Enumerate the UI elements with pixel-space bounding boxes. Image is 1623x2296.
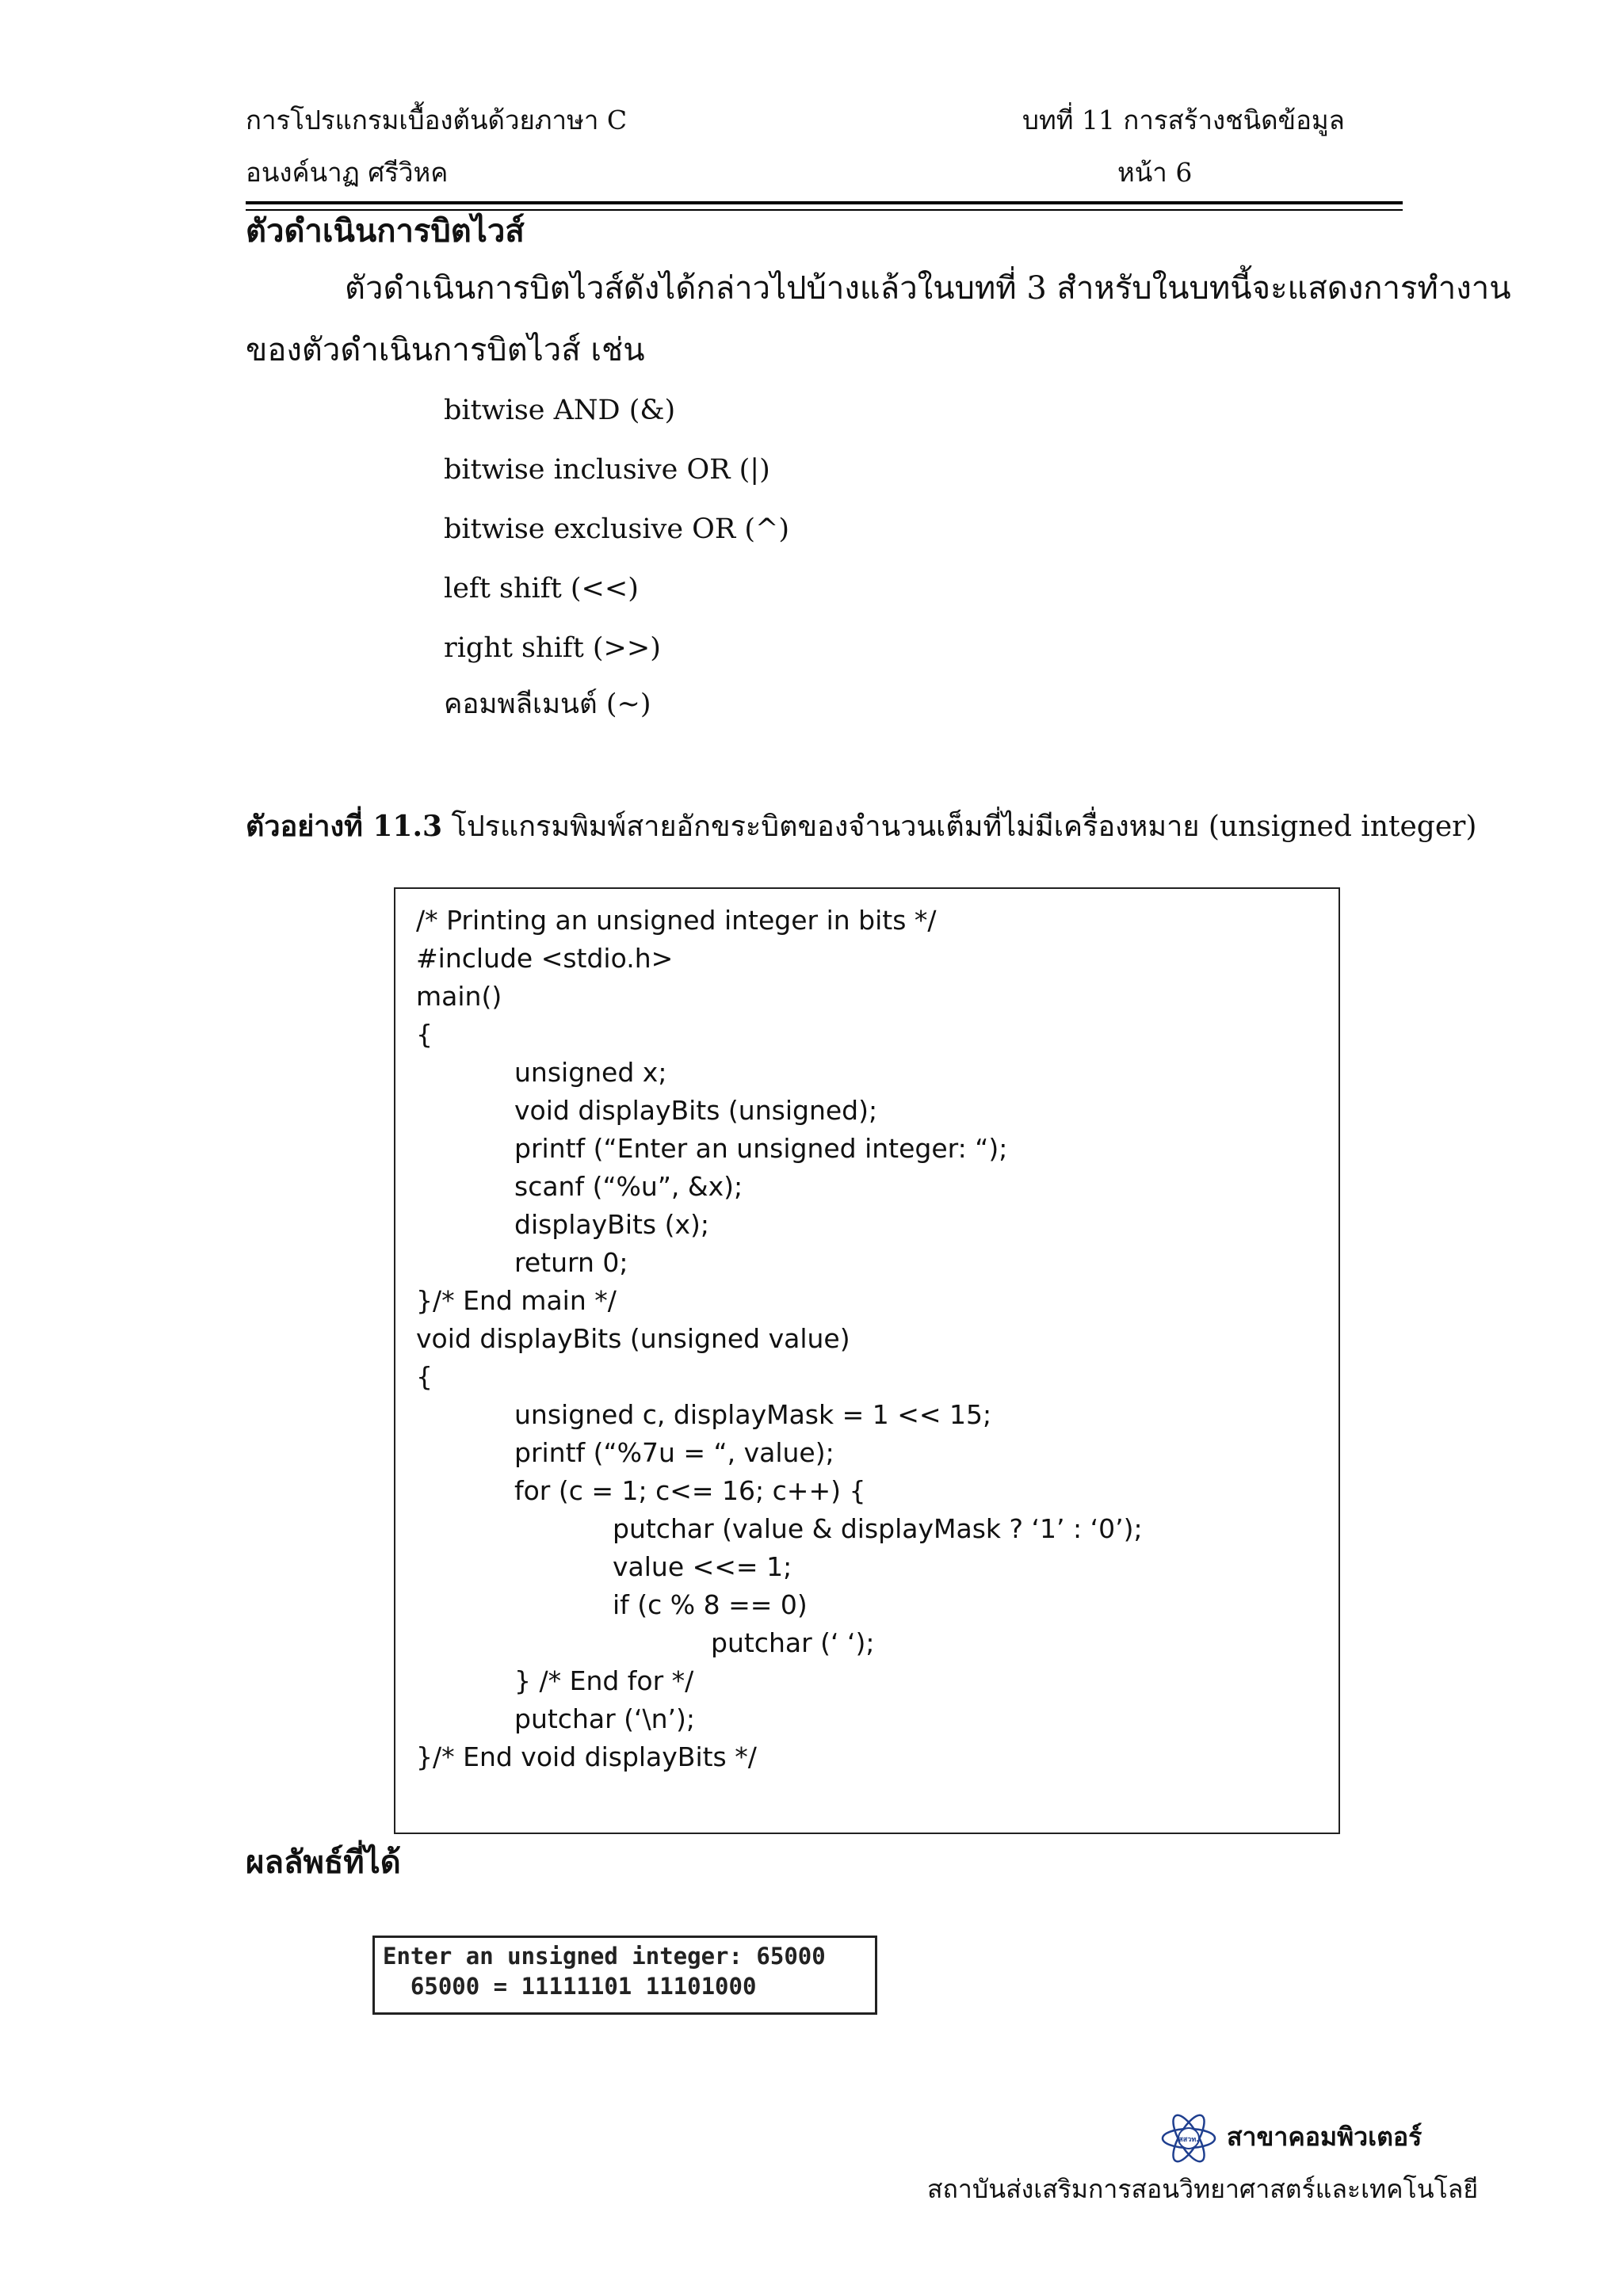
code-line: unsigned x; <box>514 1057 667 1088</box>
institute-logo <box>1160 2110 1217 2167</box>
paragraph-line-2: ของตัวดำเนินการบิตไวส์ เช่น <box>246 332 645 368</box>
code-line: /* Printing an unsigned integer in bits */ <box>416 905 937 936</box>
header-rule-top <box>246 201 1403 204</box>
code-line: void displayBits (unsigned value) <box>416 1323 850 1354</box>
code-line: #include <stdio.h> <box>416 943 674 974</box>
code-line: putchar (‘\n’); <box>514 1703 696 1734</box>
code-line: value <<= 1; <box>613 1551 792 1582</box>
example-caption <box>246 810 1476 844</box>
console-line: Enter an unsigned integer: 65000 <box>383 1943 826 1970</box>
code-line: { <box>416 1019 433 1050</box>
code-line: }/* End main */ <box>416 1285 617 1316</box>
header-chapter: บทที่ 11 การสร้างชนิดข้อมูล <box>1022 105 1345 135</box>
code-line: printf (“Enter an unsigned integer: “); <box>514 1133 1008 1164</box>
code-line: unsigned c, displayMask = 1 << 15; <box>514 1399 992 1430</box>
result-heading: ผลลัพธ์ที่ได้ <box>246 1844 401 1881</box>
operator-item: คอมพลีเมนต์ (~) <box>444 688 651 720</box>
code-line: } /* End for */ <box>514 1665 694 1696</box>
code-line: main() <box>416 981 502 1012</box>
header-course-title: การโปรแกรมเบื้องต้นด้วยภาษา C <box>246 105 628 135</box>
code-line: return 0; <box>514 1247 628 1278</box>
footer-department: สาขาคอมพิวเตอร์ <box>1227 2122 1423 2152</box>
code-line: putchar (‘ ‘); <box>711 1627 875 1658</box>
console-output <box>372 1936 877 2015</box>
logo-text: สสวท. <box>1178 2136 1199 2144</box>
console-line: 65000 = 11111101 11101000 <box>383 1973 757 2000</box>
code-line: { <box>416 1361 433 1392</box>
header-page-number: หน้า 6 <box>1117 157 1193 188</box>
atom-logo-icon <box>1160 2110 1217 2167</box>
code-line: }/* End void displayBits */ <box>416 1741 757 1772</box>
operator-item: bitwise inclusive OR (|) <box>444 454 770 486</box>
header-rule-bottom <box>246 209 1403 211</box>
code-line: scanf (“%u”, &x); <box>514 1171 743 1202</box>
code-line: putchar (value & displayMask ? ‘1’ : ‘0’); <box>613 1513 1143 1544</box>
paragraph-line-1: ตัวดำเนินการบิตไวส์ดังได้กล่าวไปบ้างแล้วในบทที่ 3 สำหรับในบทนี้จะแสดงการทำงาน <box>345 270 1511 307</box>
example-caption-text: โปรแกรมพิมพ์สายอักขระบิตของจำนวนเต็มที่ไม่มีเครื่องหมาย (unsigned integer) <box>442 810 1477 843</box>
operator-item: left shift (<<) <box>444 573 639 605</box>
operator-item: right shift (>>) <box>444 632 661 664</box>
footer-institute: สถาบันส่งเสริมการสอนวิทยาศาสตร์และเทคโนโลยี <box>927 2174 1479 2204</box>
code-line: void displayBits (unsigned); <box>514 1095 878 1126</box>
code-line: displayBits (x); <box>514 1209 710 1240</box>
header-author: อนงค์นาฏ ศรีวิหค <box>246 157 449 188</box>
code-listing-box <box>394 887 1340 1834</box>
code-line: printf (“%7u = “, value); <box>514 1437 834 1468</box>
code-line: if (c % 8 == 0) <box>613 1589 808 1620</box>
section-heading: ตัวดำเนินการบิตไวส์ <box>246 212 525 250</box>
example-label: ตัวอย่างที่ 11.3 <box>246 810 443 843</box>
code-line: for (c = 1; c<= 16; c++) { <box>514 1475 866 1506</box>
operator-item: bitwise AND (&) <box>444 395 676 426</box>
operator-item: bitwise exclusive OR (^) <box>444 513 789 545</box>
